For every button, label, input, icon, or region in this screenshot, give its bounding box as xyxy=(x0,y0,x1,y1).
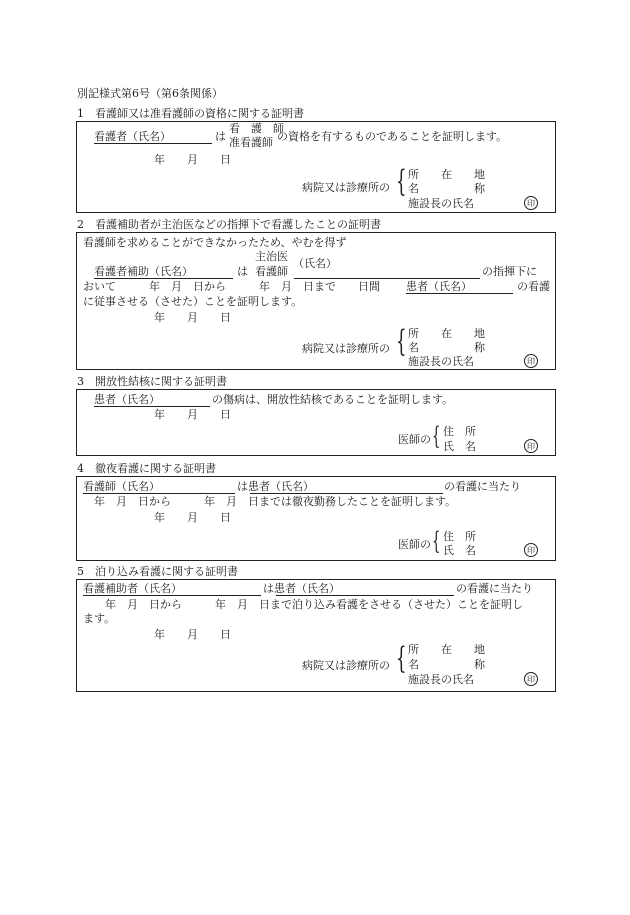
assistant-name-label: 看護補助者（氏名） xyxy=(83,582,182,595)
seal-icon: 印 xyxy=(524,439,538,453)
overnight-text-cont: ます。 xyxy=(83,612,116,625)
particle-wa: は xyxy=(215,130,226,143)
section1-heading: 1 看護師又は准看護師の資格に関する証明書 xyxy=(77,107,304,120)
date-line: 年 月 日 xyxy=(154,153,231,166)
assistant-name-label: 看護者補助（氏名） xyxy=(94,265,193,278)
doctor-name-label: 氏 名 xyxy=(443,440,476,453)
nurse-name-label: 看護者（氏名） xyxy=(94,130,171,143)
assistant-name-line[interactable] xyxy=(94,278,233,279)
date-line: 年 月 日 xyxy=(154,311,231,324)
nurse-name-label: 看護師（氏名） xyxy=(83,480,160,493)
care-text: の看護に当たり xyxy=(444,480,521,493)
overnight-text: 年 月 日から 年 月 日まで泊り込み看護をさせる（させた）ことを証明し xyxy=(105,598,523,611)
section3-heading: 3 開放性結核に関する証明書 xyxy=(77,375,227,388)
certify-text: に従事させる（させた）ことを証明します。 xyxy=(83,295,303,308)
section5-heading: 5 泊り込み看護に関する証明書 xyxy=(77,565,238,578)
assistant-name-line[interactable] xyxy=(83,595,261,596)
patient-name-line[interactable] xyxy=(94,406,210,407)
doctor-address-label: 住 所 xyxy=(443,530,476,543)
care-text: の看護に当たり xyxy=(456,582,533,595)
nurse-name-line[interactable] xyxy=(83,493,235,494)
director-name-label: 施設長の氏名 xyxy=(408,197,474,210)
command-text: の指揮下に xyxy=(482,265,537,278)
director-name-label: 施設長の氏名 xyxy=(408,355,474,368)
section1-box xyxy=(76,121,556,213)
org-label: 病院又は診療所の xyxy=(302,181,390,194)
brace-icon: { xyxy=(432,527,441,555)
particle-wa: は xyxy=(237,265,248,278)
brace-icon: { xyxy=(396,641,407,676)
reason-text: 看護師を求めることができなかったため、やむを得ず xyxy=(83,236,347,249)
night-shift-text: 年 月 日から 年 月 日までは徹夜勤務したことを証明します。 xyxy=(94,495,457,508)
seal-icon: 印 xyxy=(524,354,538,368)
doctor-label: 医師の xyxy=(398,433,431,446)
brace-icon: { xyxy=(396,324,407,359)
patient-name-label: 患者（氏名） xyxy=(406,280,472,293)
patient-name-label: は患者（氏名） xyxy=(237,480,314,493)
patient-name-label: は患者（氏名） xyxy=(263,582,340,595)
seal-icon: 印 xyxy=(524,672,538,686)
nurse-label: 看護師 xyxy=(255,265,288,278)
option-assistant-nurse: 准看護師 xyxy=(229,136,273,149)
address-label: 所 在 地 xyxy=(408,643,485,656)
nurse-name-line[interactable] xyxy=(94,143,212,144)
facility-name-label: 名 称 xyxy=(408,658,485,671)
facility-name-label: 名 称 xyxy=(408,182,485,195)
address-label: 所 在 地 xyxy=(408,327,485,340)
patient-name-line[interactable] xyxy=(406,293,513,294)
section5-box xyxy=(76,579,556,692)
address-label: 所 在 地 xyxy=(408,168,485,181)
care-text: の看護 xyxy=(517,280,550,293)
facility-name-label: 名 称 xyxy=(408,341,485,354)
section4-box xyxy=(76,476,556,561)
org-label: 病院又は診療所の xyxy=(302,659,390,672)
date-line: 年 月 日 xyxy=(154,511,231,524)
section2-heading: 2 看護補助者が主治医などの指揮下で看護したことの証明書 xyxy=(77,218,381,231)
director-name-label: 施設長の氏名 xyxy=(408,673,474,686)
form-number: 別記様式第6号（第6条関係） xyxy=(77,87,223,100)
patient-name-line[interactable] xyxy=(276,595,454,596)
attending-physician-label: 主治医 xyxy=(255,250,288,263)
section3-box xyxy=(76,389,556,456)
doctor-address-label: 住 所 xyxy=(443,425,476,438)
date-line: 年 月 日 xyxy=(154,628,231,641)
patient-name-label: 患者（氏名） xyxy=(94,393,160,406)
section4-heading: 4 徹夜看護に関する証明書 xyxy=(77,462,216,475)
patient-name-line[interactable] xyxy=(250,493,443,494)
brace-icon: { xyxy=(432,422,441,450)
name-label: （氏名） xyxy=(293,257,337,270)
date-line: 年 月 日 xyxy=(154,408,231,421)
seal-icon: 印 xyxy=(524,196,538,210)
supervisor-name-line[interactable] xyxy=(294,278,480,279)
org-label: 病院又は診療所の xyxy=(302,342,390,355)
option-nurse: 看 護 師 xyxy=(229,122,284,135)
certify-text: の傷病は、開放性結核であることを証明します。 xyxy=(212,393,454,406)
certify-text: の資格を有するものであることを証明します。 xyxy=(277,130,508,143)
seal-icon: 印 xyxy=(524,543,538,557)
doctor-label: 医師の xyxy=(398,538,431,551)
section2-box xyxy=(76,232,556,370)
doctor-name-label: 氏 名 xyxy=(443,544,476,557)
period-text: おいて 年 月 日から 年 月 日まで 日間 xyxy=(83,280,380,293)
brace-icon: { xyxy=(396,164,407,199)
